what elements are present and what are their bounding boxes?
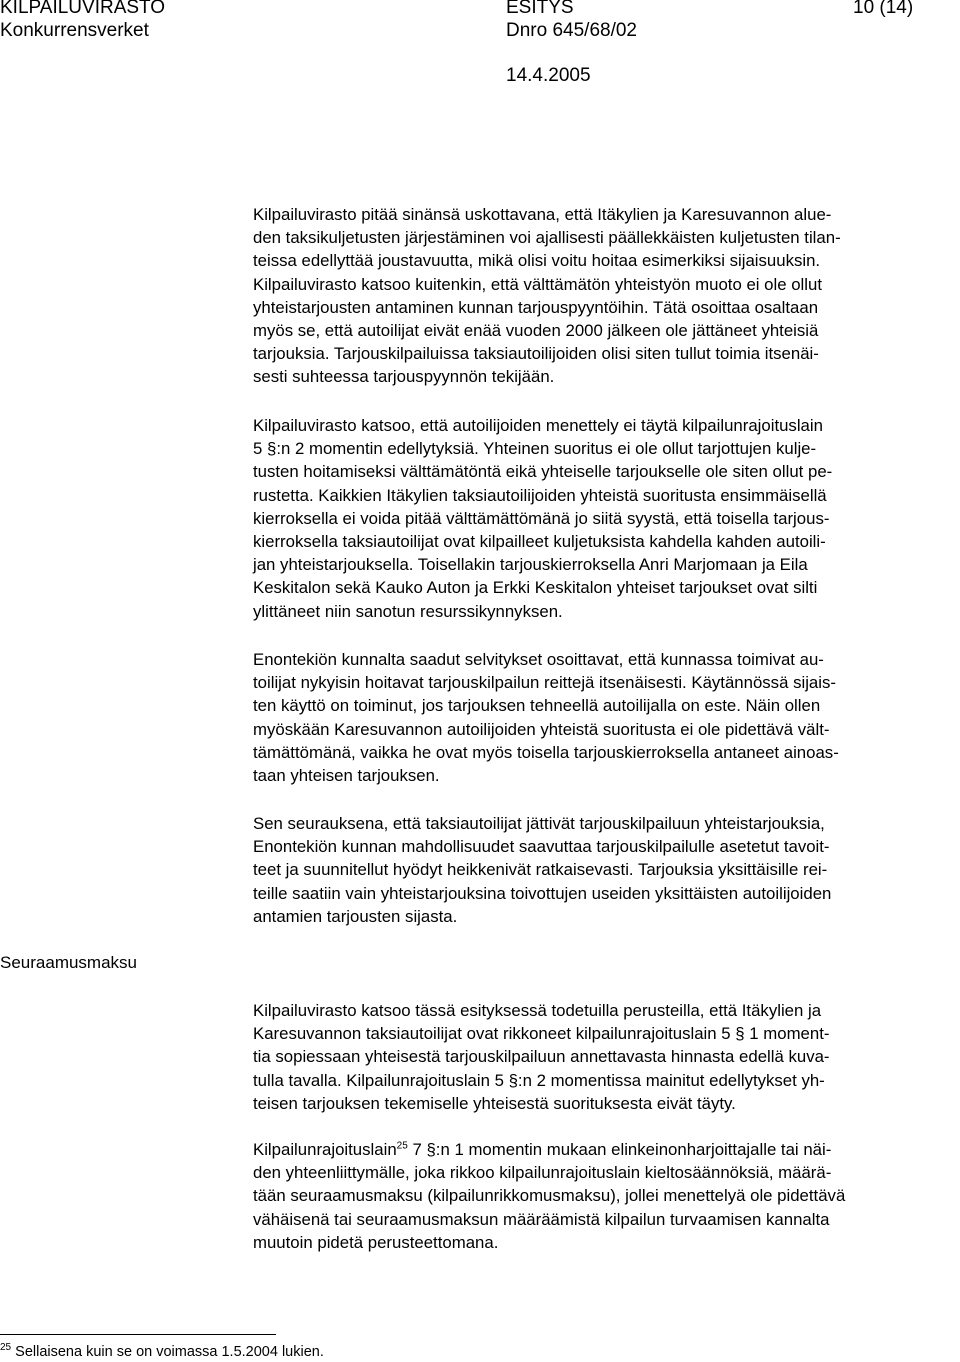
paragraph-3: Enontekiön kunnalta saadut selvitykset osoittavat, että kunnassa toimivat au- toilijat nykyisin hoitavat tarjouskilpailun reittejä itsenäisesti. Käytännössä sijais- ten käyttö on toiminut, jos tarjouksen tehneellä autoilijalla on este. Näin ollen myöskään Karesuvannon autoilijoiden yhteistä suoritusta ei ole pidettävä vält- tämättömänä, vaikka he ovat myös toisella tarjouskierroksella antaneet ainoas- taan yhteisen tarjouksen. [253,650,839,786]
paragraph-4: Sen seurauksena, että taksiautoilijat jättivät tarjouskilpailuun yhteistarjouksia, Enontekiön kunnan mahdollisuudet saavuttaa tarjouskilpailulle asetetut tavoit- teet ja suunnitellut hyödyt heikkenivät ratkaisevasti. Tarjouksia yksittäisille rei- teille saatiin vain yhteistarjouksina toivottujen useiden yksittäisten autoilijoiden antamien tarjousten sijasta. [253,814,832,926]
page-number: 10 (14) [853,0,914,18]
org-name-sv: Konkurrensverket [0,20,149,41]
paragraph-2: Kilpailuvirasto katsoo, että autoilijoiden menettely ei täytä kilpailunrajoituslain 5 §:n 2 momentin edellytyksiä. Yhteinen suoritus ei ole ollut tarjottujen kulje- tusten hoitamiseksi välttämätöntä eikä yhteiselle tarjoukselle ole siten ollut pe- rustetta. Kaikkien Itäkylien taksiautoilijoiden yhteistä suoritusta ensimmäisellä kierroksella ei voida pitää välttämättömänä jo siitä syystä, että toisella tarjous- kierroksella taksiautoilijat ovat kilpailleet kuljetuksista kahdella kahden autoili- jan yhteistarjouksella. Toisellakin tarjouskierroksella Anri Marjomaan ja Eila Keskitalon sekä Kauko Auton ja Erkki Keskitalon yhteiset tarjoukset ovat silti ylittäneet niin sanotun resurssikynnyksen. [253,416,833,621]
paragraph-6-start: Kilpailunrajoituslain [253,1140,397,1159]
paragraph-6-rest: 7 §:n 1 momentin mukaan elinkeinonharjoittajalle tai näi- den yhteenliittymälle, joka rikkoo kilpailunrajoituslain kieltosäännöksiä, määrä- tään seuraamusmaksu (kilpailunrikkomusmaksu), jollei menettelyä ole pidettävä vähäisenä tai seuraamusmaksun määräämistä kilpailun turvaamisen kannalta muutoin pidetä perusteettomana. [253,1140,846,1252]
footnote-text: Sellaisena kuin se on voimassa 1.5.2004 lukien. [15,1344,324,1360]
paragraph-1: Kilpailuvirasto pitää sinänsä uskottavana, että Itäkylien ja Karesuvannon alue- den taksikuljetusten järjestäminen voi ajallisesti päällekkäisten kuljetusten tilan- teissa edellyttää joustavuutta, mikä olisi voitu hoitaa esimerkiksi sijaisuuksin. Kilpailuvirasto katsoo kuitenkin, että välttämätön yhteistyön muoto ei ole ollut yhteistarjousten antaminen kunnan tarjouspyyntöihin. Tätä osoittaa osaltaan myös se, että autoilijat eivät enää vuoden 2000 jälkeen ole jättäneet yhteisiä tarjouksia. Tarjouskilpailuissa taksiautoilijoiden olisi siten tullut toimia itsenäi- sesti suhteessa tarjouspyynnön tekijään. [253,205,841,387]
doc-date: 14.4.2005 [506,65,591,86]
footnote-divider [0,1334,276,1335]
org-name: KILPAILUVIRASTO [0,0,166,18]
section-label: Seuraamusmaksu [0,953,138,972]
doc-type: ESITYS [506,0,574,18]
footnote [0,1343,324,1361]
doc-number: Dnro 645/68/02 [506,20,637,41]
footnote-ref: 25 [396,1140,408,1152]
paragraph-5: Kilpailuvirasto katsoo tässä esityksessä todetuilla perusteilla, että Itäkylien ja Karesuvannon taksiautoilijat ovat rikkoneet kilpailunrajoituslain 5 § 1 moment- tia sopiessaan yhteisestä tarjouskilpailuun annettavasta hinnasta edellä kuva- tulla tavalla. Kilpailunrajoituslain 5 §:n 2 momentissa mainitut edellytykset yh- teisen tarjouksen tekemiselle yhteisestä suorituksesta eivät täyty. [253,1001,830,1113]
paragraph-6 [253,1138,958,1254]
footnote-number: 25 [0,1342,12,1354]
